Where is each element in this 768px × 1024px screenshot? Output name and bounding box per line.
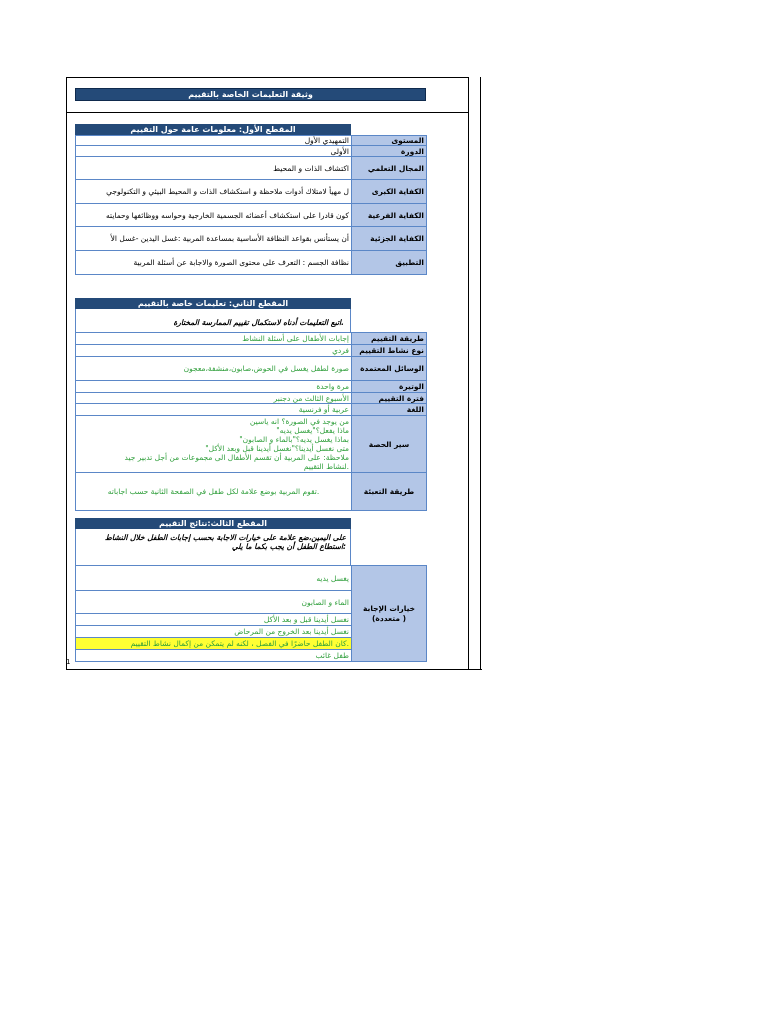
row-label: الوتيرة	[352, 381, 427, 393]
row-label: الكفاية الفرعية	[352, 204, 427, 227]
table-row	[76, 357, 427, 381]
table-row	[76, 393, 427, 404]
answer-option-highlighted: .كان الطفل حاضرًا في الفصل ، لكنه لم يتمكن من إكمال نشاط التقييم	[76, 638, 352, 650]
table-row	[76, 333, 427, 345]
table-row	[76, 381, 427, 393]
session-line: من يوجد في الصورة؟ انه ياسين	[249, 417, 349, 426]
row-value: مرة واحدة	[76, 381, 352, 393]
row-label: الكفاية الكبرى	[352, 180, 427, 204]
section2-table	[75, 332, 427, 511]
row-value: نظافة الجسم : التعرف على محتوى الصورة والاجابة عن أسئلة المربية	[76, 251, 352, 275]
answers-table	[75, 565, 427, 662]
row-label: المجال التعلمي	[352, 157, 427, 180]
session-steps	[76, 416, 352, 473]
row-value: ل مهيأ لامتلاك أدوات ملاحظة و استكشاف الذات و المحيط البيئي و التكنولوجي	[76, 180, 352, 204]
row-label: الوسائل المعتمدة	[352, 357, 427, 381]
page-edge-line	[480, 77, 481, 670]
row-label: طريقة التقييم	[352, 333, 427, 345]
table-row	[76, 566, 427, 591]
session-line: ماذا يفعل؟"يغسل يديه"	[276, 426, 349, 435]
table-row	[76, 157, 427, 180]
section1-title: المقطع الأول: معلومات عامة حول التقييم	[75, 124, 351, 135]
session-line: متى نغسل أيدينا؟"نغسل أيدينا قبل وبعد الأكل"	[205, 444, 349, 453]
table-row	[76, 227, 427, 251]
table-row	[76, 416, 427, 473]
row-value: صورة لطفل يغسل في الحوض،صابون،منشفة،معجون	[76, 357, 352, 381]
page-number: 1	[66, 658, 71, 666]
table-row	[76, 180, 427, 204]
row-label: فترة التقييم	[352, 393, 427, 404]
row-value: فردي	[76, 345, 352, 357]
instruction-line: على اليمين،ضع علامة على خيارات الاجابة بحسب إجابات الطفل خلال النشاط	[104, 533, 346, 542]
section3-instruction	[75, 529, 351, 565]
table-row	[76, 204, 427, 227]
section2-instruction: .اتبع التعليمات أدناه لاستكمال تقييم الممارسة المختارة	[75, 309, 351, 332]
row-value: الأسبوع الثالث من دجنبر	[76, 393, 352, 404]
answer-option: الماء و الصابون	[76, 591, 352, 614]
page-bottom-line	[66, 669, 482, 670]
table-row	[76, 404, 427, 416]
answer-option: نغسل أيدينا بعد الخروج من المرحاض	[76, 626, 352, 638]
fill-method-label: طريقة التعبئة	[352, 473, 427, 511]
row-value: اكتشاف الذات و المحيط	[76, 157, 352, 180]
answers-label	[352, 566, 427, 662]
session-line: ملاحظة: على المربية أن تقسم الأطفال الى مجموعات من أجل تدبير جيد	[124, 453, 349, 462]
section1-table	[75, 135, 427, 275]
title-divider	[66, 112, 469, 113]
document-title: وثيقة التعليمات الخاصة بالتقييم	[75, 88, 426, 101]
answer-option: نغسل أيدينا قبل و بعد الأكل	[76, 614, 352, 626]
row-label: اللغة	[352, 404, 427, 416]
row-label: المستوى	[352, 136, 427, 146]
row-label: الكفاية الجزئية	[352, 227, 427, 251]
fill-method-value: .تقوم المربية بوضع علامة لكل طفل في الصفحة الثانية حسب اجاباته	[76, 473, 352, 511]
row-value: عربية أو فرنسية	[76, 404, 352, 416]
row-value: التمهيدي الأول	[76, 136, 352, 146]
session-label: سير الحصة	[352, 416, 427, 473]
row-value: كون قادرا على استكشاف أعضائه الجسمية الخارجية وحواسه ووظائفها وحمايته	[76, 204, 352, 227]
answer-option: طفل غائب	[76, 650, 352, 662]
row-value: إجابات الأطفال على أسئلة النشاط	[76, 333, 352, 345]
row-label: التطبيق	[352, 251, 427, 275]
row-label: الدورة	[352, 146, 427, 157]
section3-title: المقطع الثالث:نتائج التقييم	[75, 518, 351, 529]
table-row	[76, 136, 427, 146]
table-row	[76, 473, 427, 511]
row-value: أن يستأنس بقواعد النظافة الأساسية بمساعدة المربية :غسل اليدين -غسل الأ	[76, 227, 352, 251]
session-line: .لنشاط التقييم	[303, 462, 349, 471]
session-line: بماذا يغسل يديه؟"بالماء و الصابون"	[239, 435, 349, 444]
section2-title: المقطع الثاني: تعليمات خاصة بالتقييم	[75, 298, 351, 309]
table-row	[76, 345, 427, 357]
answers-label-line: ( متعددة)	[371, 613, 406, 623]
table-row	[76, 251, 427, 275]
row-value: الأولى	[76, 146, 352, 157]
answers-label-line: خيارات الإجابة	[362, 603, 416, 613]
row-label: نوع نشاط التقييم	[352, 345, 427, 357]
table-row	[76, 146, 427, 157]
answer-option: يغسل يديه	[76, 566, 352, 591]
instruction-line: :استطاع الطفل أن يجب بكما ما يلي	[231, 542, 346, 551]
